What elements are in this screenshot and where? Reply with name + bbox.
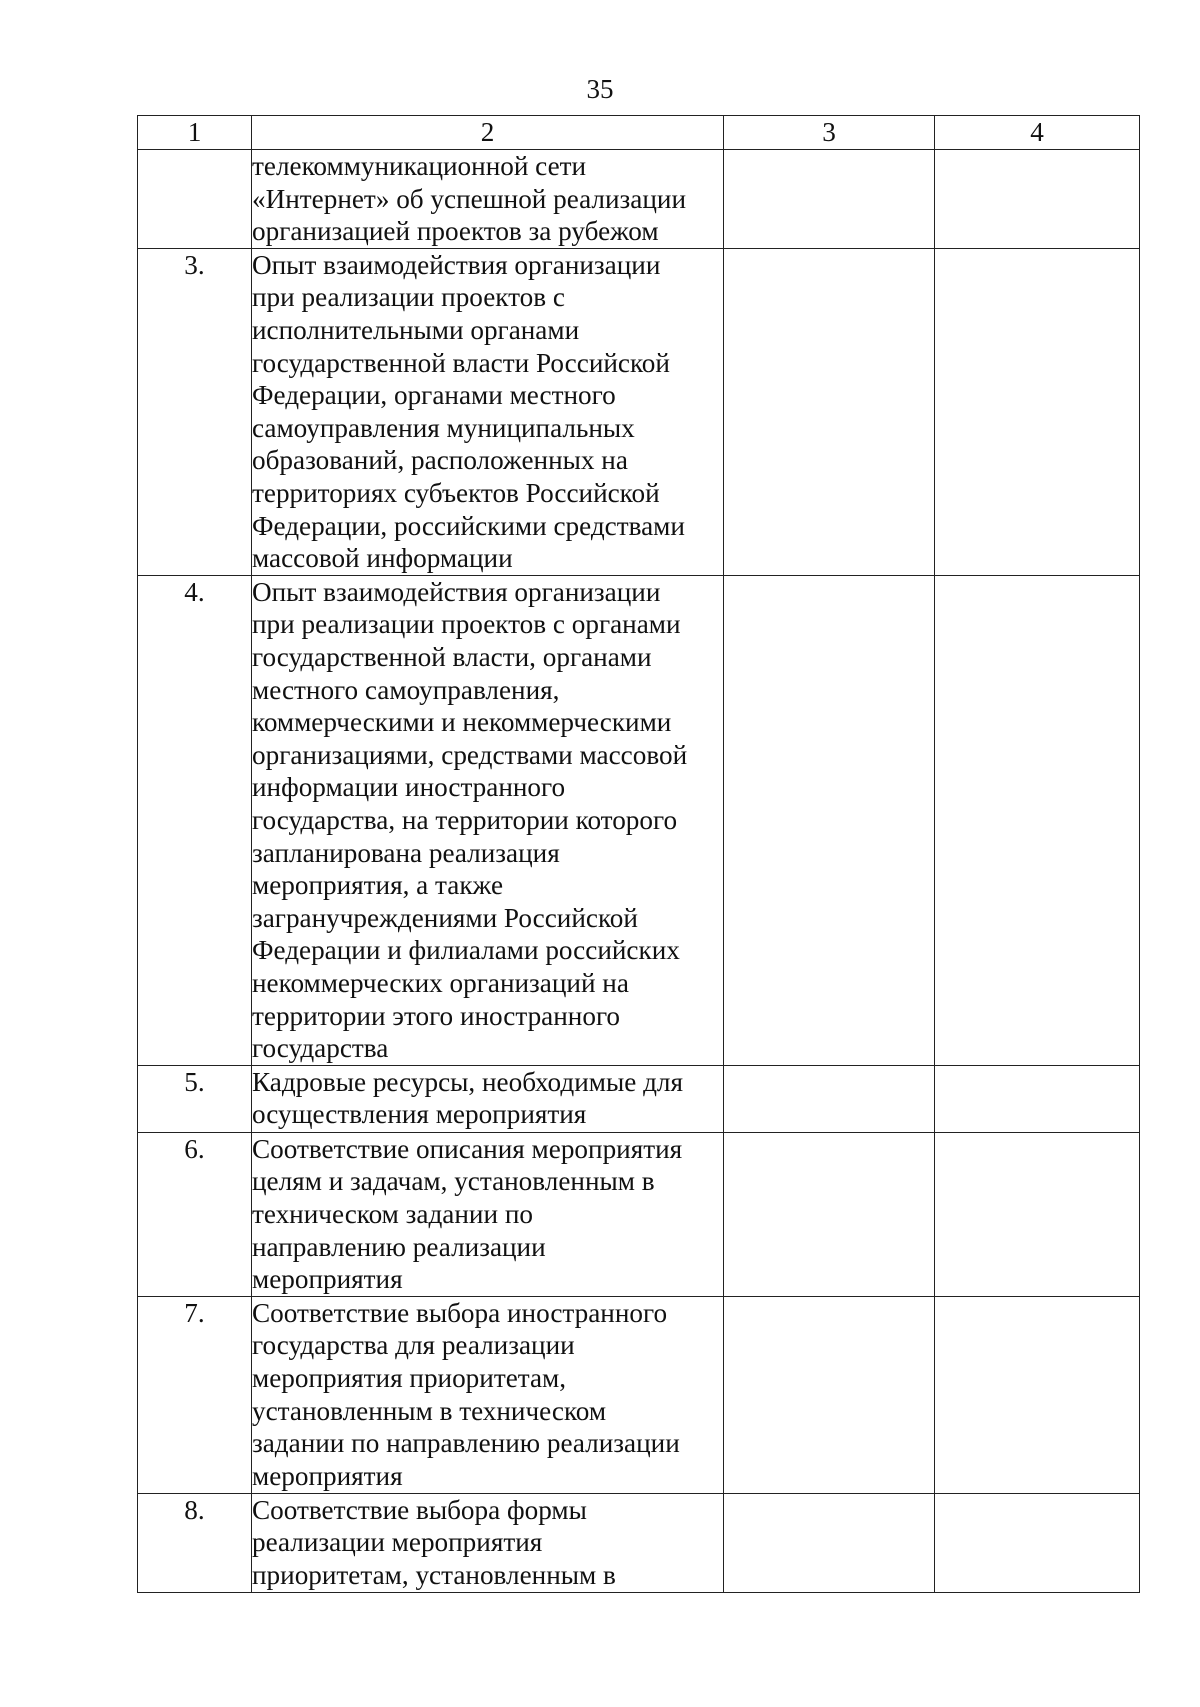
column-3-cell: [724, 1065, 935, 1132]
table-row: [138, 150, 1140, 249]
criterion-line: информации иностранного: [252, 772, 566, 803]
table-row: [138, 248, 1140, 575]
criterion-line: Опыт взаимодействия организации: [252, 249, 661, 280]
criterion-line: Соответствие выбора иностранного: [252, 1297, 668, 1328]
criterion-line: территории этого иностранного: [252, 1000, 621, 1031]
criterion-line: задании по направлению реализации: [252, 1428, 680, 1459]
criterion-line: реализации мероприятия: [252, 1527, 543, 1558]
criterion-text: [252, 248, 724, 575]
column-4-cell: [935, 575, 1140, 1065]
criterion-line: «Интернет» об успешной реализации: [252, 183, 687, 214]
criterion-line: техническом задании по: [252, 1198, 533, 1229]
column-header-1: 1: [138, 116, 252, 150]
criterion-line: Соответствие выбора формы: [252, 1494, 587, 1525]
criterion-line: государства, на территории которого: [252, 804, 678, 835]
criterion-line: при реализации проектов с органами: [252, 609, 681, 640]
row-number: 6.: [138, 1132, 252, 1296]
row-number: 4.: [138, 575, 252, 1065]
criterion-line: государства: [252, 1033, 389, 1064]
criterion-line: некоммерческих организаций на: [252, 967, 629, 998]
criterion-line: территориях субъектов Российской: [252, 477, 660, 508]
column-header-2: 2: [252, 116, 724, 150]
table-row: [138, 1493, 1140, 1592]
criterion-line: Федерации, российскими средствами: [252, 510, 685, 541]
column-3-cell: [724, 1493, 935, 1592]
criterion-line: государственной власти, органами: [252, 641, 652, 672]
criterion-line: направлению реализации: [252, 1231, 546, 1262]
table-row: [138, 1132, 1140, 1296]
criterion-line: Федерации и филиалами российских: [252, 935, 680, 966]
table-row: [138, 1296, 1140, 1493]
row-number: 7.: [138, 1296, 252, 1493]
criterion-text: [252, 1296, 724, 1493]
column-3-cell: [724, 150, 935, 249]
table-row: [138, 575, 1140, 1065]
criterion-line: исполнительными органами: [252, 314, 580, 345]
row-number: 3.: [138, 248, 252, 575]
page-number: 35: [586, 74, 614, 104]
criterion-line: мероприятия, а также: [252, 870, 504, 901]
criterion-line: телекоммуникационной сети: [252, 151, 587, 181]
criterion-line: мероприятия: [252, 1264, 403, 1295]
column-4-cell: [935, 248, 1140, 575]
criterion-line: местного самоуправления,: [252, 674, 560, 705]
criterion-line: Федерации, органами местного: [252, 380, 616, 411]
criterion-line: мероприятия: [252, 1460, 403, 1491]
column-4-cell: [935, 150, 1140, 249]
column-4-cell: [935, 1296, 1140, 1493]
table-body: [138, 150, 1140, 1593]
criterion-line: мероприятия приоритетам,: [252, 1362, 567, 1393]
column-3-cell: [724, 1132, 935, 1296]
column-header-4: 4: [935, 116, 1140, 150]
criterion-line: загранучреждениями Российской: [252, 902, 638, 933]
criterion-text: [252, 1132, 724, 1296]
criteria-table: [137, 115, 1140, 1593]
criterion-text: [252, 1065, 724, 1132]
column-4-cell: [935, 1493, 1140, 1592]
criterion-line: запланирована реализация: [252, 837, 560, 868]
criterion-line: государственной власти Российской: [252, 347, 670, 378]
row-number: [138, 150, 252, 249]
column-4-cell: [935, 1065, 1140, 1132]
criterion-line: организацией проектов за рубежом: [252, 216, 659, 247]
criterion-line: целям и задачам, установленным в: [252, 1166, 655, 1197]
criterion-text: [252, 575, 724, 1065]
criterion-line: организациями, средствами массовой: [252, 739, 688, 770]
criterion-line: приоритетам, установленным в: [252, 1559, 616, 1590]
criterion-line: при реализации проектов с: [252, 282, 565, 313]
criterion-line: государства для реализации: [252, 1330, 575, 1361]
table-row: [138, 1065, 1140, 1132]
row-number: 8.: [138, 1493, 252, 1592]
column-header-3: 3: [724, 116, 935, 150]
criterion-line: осуществления мероприятия: [252, 1099, 587, 1130]
criterion-text: [252, 1493, 724, 1592]
criterion-text: [252, 150, 724, 249]
column-4-cell: [935, 1132, 1140, 1296]
criterion-line: образований, расположенных на: [252, 445, 628, 476]
column-3-cell: [724, 575, 935, 1065]
table-header-row: [138, 116, 1140, 150]
criterion-line: Опыт взаимодействия организации: [252, 576, 661, 607]
criterion-line: самоуправления муниципальных: [252, 412, 635, 443]
criterion-line: установленным в техническом: [252, 1395, 607, 1426]
criterion-line: массовой информации: [252, 543, 513, 574]
row-number: 5.: [138, 1065, 252, 1132]
criterion-line: Кадровые ресурсы, необходимые для: [252, 1066, 683, 1097]
column-3-cell: [724, 248, 935, 575]
criterion-line: коммерческими и некоммерческими: [252, 707, 672, 738]
criterion-line: Соответствие описания мероприятия: [252, 1133, 683, 1164]
column-3-cell: [724, 1296, 935, 1493]
